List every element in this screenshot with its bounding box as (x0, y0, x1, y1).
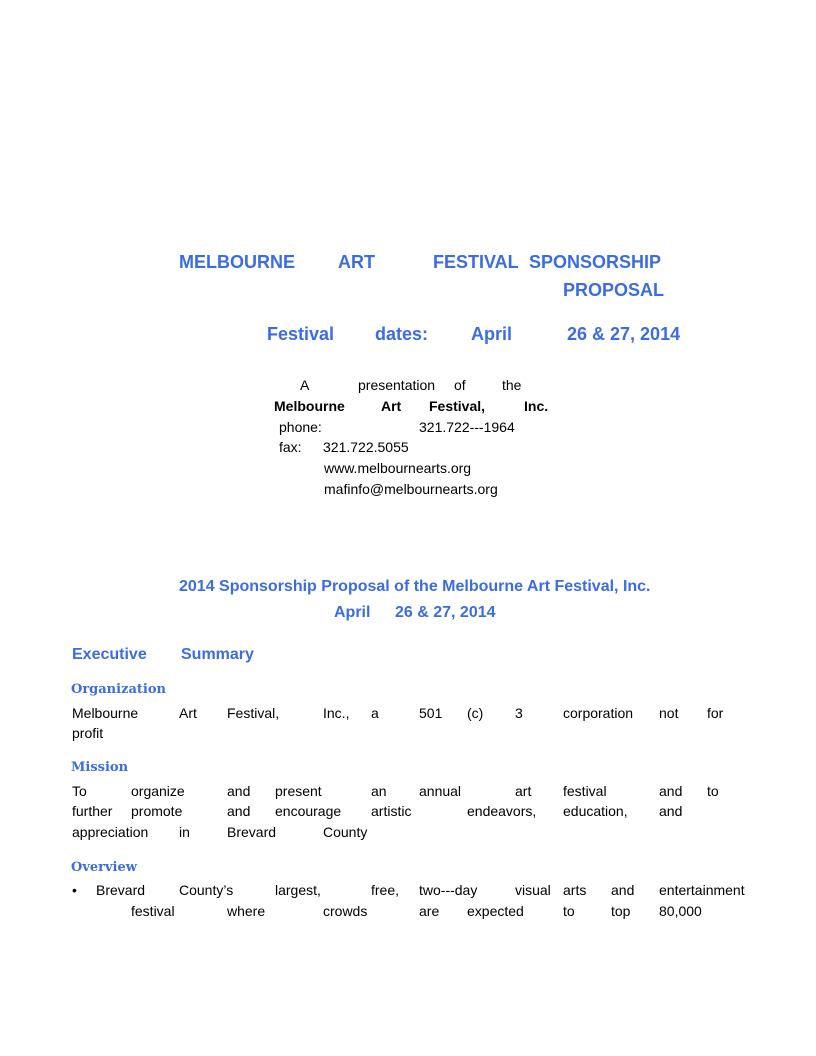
overview-heading: Overview (71, 860, 137, 875)
org-word-3: Festival, (227, 705, 280, 721)
mission-l1-word-7: art (515, 783, 532, 799)
festival-dates-word-4: 26 & 27, 2014 (567, 324, 681, 344)
mission-heading: Mission (71, 760, 129, 775)
mission-l1-word-10: to (707, 783, 719, 799)
website-link[interactable]: www.melbournearts.org (324, 460, 472, 476)
mission-l3-word-2: in (179, 824, 190, 840)
org-name-word-1: Melbourne (274, 398, 345, 414)
overview-l2-word-5: expected (467, 903, 524, 919)
org-word-6: 501 (419, 705, 443, 721)
mission-l1-word-4: present (275, 783, 322, 799)
mission-l2-word-4: encourage (275, 803, 342, 819)
mission-l1-word-2: organize (131, 783, 185, 799)
mission-l1-word-9: and (659, 783, 683, 799)
presentation-word-3: of (454, 377, 466, 393)
mission-l2-word-5: artistic (371, 803, 412, 819)
overview-l2-word-4: are (419, 903, 440, 919)
mission-l3-word-4: County (323, 824, 368, 840)
org-name-word-4: Inc. (524, 398, 549, 414)
mission-l2-word-1: further (72, 803, 113, 819)
overview-l1-word-2: County’s (179, 882, 234, 898)
mission-l3-word-3: Brevard (227, 824, 277, 840)
festival-dates-word-1: Festival (267, 324, 335, 344)
organization-heading: Organization (71, 682, 166, 697)
mission-l2-word-8: and (659, 803, 683, 819)
org-word-5: a (371, 705, 379, 721)
festival-dates-word-3: April (471, 324, 513, 344)
mission-l1-word-8: festival (563, 783, 607, 799)
mission-l1-word-1: To (72, 783, 87, 799)
overview-l2-word-8: 80,000 (659, 903, 702, 919)
phone-value: 321.722---1964 (419, 419, 515, 435)
mission-l2-word-2: promote (131, 803, 183, 819)
executive-summary-word-1: Executive (72, 646, 147, 663)
org-line-2: profit (72, 725, 104, 741)
mission-l1-word-6: annual (419, 783, 462, 799)
mission-l2-word-6: endeavors, (467, 803, 537, 819)
overview-l2-word-6: to (563, 903, 575, 919)
overview-l1-word-5: two---day (419, 882, 478, 898)
org-name-word-2: Art (381, 398, 402, 414)
overview-l2-word-7: top (611, 903, 631, 919)
bullet-icon: • (72, 882, 77, 898)
festival-dates-word-2: dates: (375, 324, 429, 344)
presentation-word-2: presentation (358, 377, 436, 393)
mission-l3-word-1: appreciation (72, 824, 149, 840)
presentation-word-1: A (300, 377, 310, 393)
fax-label: fax: (279, 439, 302, 455)
executive-summary-word-2: Summary (181, 646, 254, 663)
fax-value: 321.722.5055 (323, 439, 409, 455)
title-word-1: MELBOURNE (179, 252, 295, 272)
mission-l2-word-7: education, (563, 803, 628, 819)
mission-l2-word-3: and (227, 803, 251, 819)
overview-l1-word-8: and (611, 882, 635, 898)
phone-label: phone: (279, 419, 322, 435)
org-word-9: corporation (563, 705, 634, 721)
org-name-word-3: Festival, (429, 398, 486, 414)
overview-l2-word-3: crowds (323, 903, 368, 919)
org-word-8: 3 (515, 705, 523, 721)
overview-l1-word-3: largest, (275, 882, 321, 898)
proposal-date-word-2: 26 & 27, 2014 (395, 604, 496, 621)
title-line-2: PROPOSAL (563, 280, 665, 300)
org-word-10: not (659, 705, 679, 721)
mission-l1-word-3: and (227, 783, 251, 799)
overview-l1-word-6: visual (515, 882, 551, 898)
org-word-4: Inc., (323, 705, 350, 721)
title-word-2: ART (338, 252, 375, 272)
title-word-4: SPONSORSHIP (529, 252, 662, 272)
org-word-2: Art (179, 705, 197, 721)
title-word-3: FESTIVAL (433, 252, 519, 272)
mission-l1-word-5: an (371, 783, 387, 799)
overview-l1-word-7: arts (563, 882, 587, 898)
email-link[interactable]: mafinfo@melbournearts.org (324, 481, 498, 497)
org-word-11: for (707, 705, 724, 721)
org-word-1: Melbourne (72, 705, 139, 721)
proposal-heading: 2014 Sponsorship Proposal of the Melbourne Art Festival, Inc. (179, 578, 651, 595)
proposal-date-word-1: April (334, 604, 371, 621)
org-word-7: (c) (467, 705, 484, 721)
overview-l2-word-2: where (227, 903, 266, 919)
overview-l2-word-1: festival (131, 903, 175, 919)
overview-l1-word-9: entertainment (659, 882, 745, 898)
overview-l1-word-4: free, (371, 882, 400, 898)
overview-l1-word-1: Brevard (96, 882, 146, 898)
presentation-word-4: the (502, 377, 522, 393)
